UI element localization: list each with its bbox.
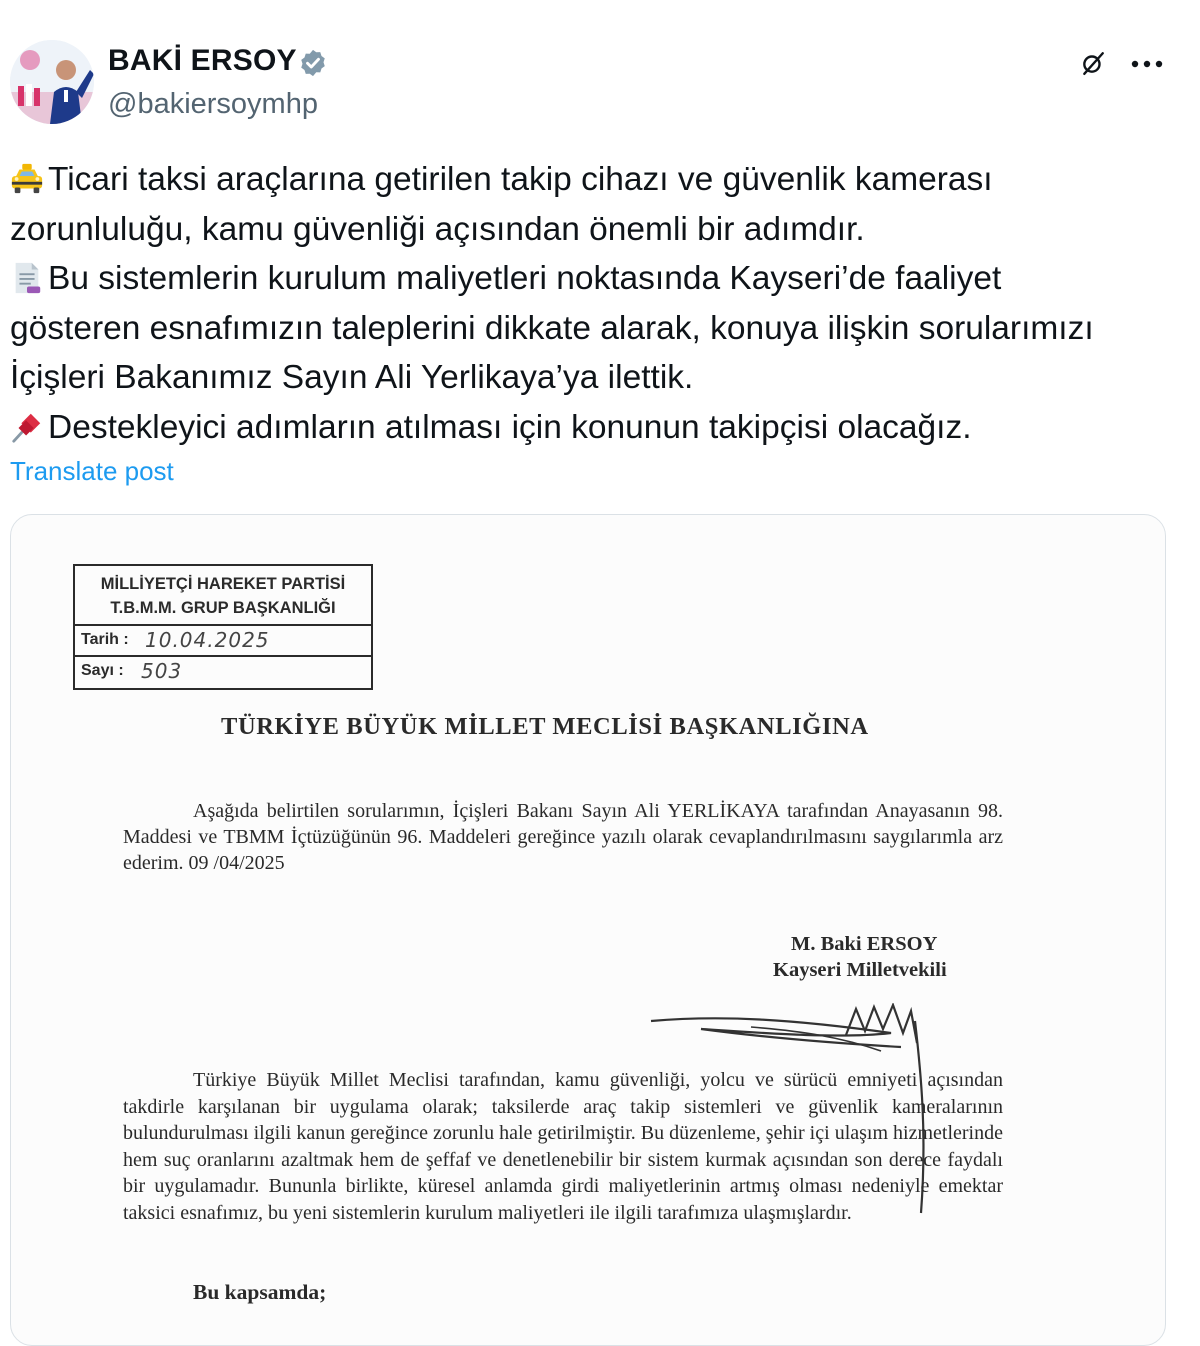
post-line-text: Destekleyici adımların atılması için konunun takipçisi olacağız. bbox=[48, 408, 972, 446]
post-line-text: İçişleri Bakanımız Sayın Ali Yerlikaya’ya ilettik. bbox=[10, 359, 694, 396]
post-media[interactable] bbox=[10, 514, 1166, 1346]
stamp-date-label: Tarih : bbox=[81, 631, 129, 648]
more-icon[interactable] bbox=[1130, 58, 1164, 70]
document-stamp bbox=[73, 564, 373, 690]
stamp-date-row bbox=[75, 626, 371, 657]
post-line bbox=[10, 254, 1190, 304]
author-name[interactable]: BAKİ ERSOY bbox=[108, 44, 297, 77]
stamp-number-label: Sayı : bbox=[81, 662, 124, 679]
translate-post-link[interactable]: Translate post bbox=[10, 456, 174, 486]
post-line-text: gösteren esnafımızın taleplerini dikkate alarak, konuya ilişkin sorularımızı bbox=[10, 309, 1094, 347]
avatar[interactable] bbox=[10, 40, 94, 124]
document-paragraph-2 bbox=[123, 1067, 1003, 1226]
post-line bbox=[10, 353, 1190, 403]
paragraph-1-text: Aşağıda belirtilen sorularımın, İçişleri Bakanı Sayın Ali YERLİKAYA tarafından Anayasanın 98. Maddesi ve TBMM İçtüzüğünün 96. Maddeleri gereğince yazılı olarak cevaplandırılmasını saygılarımla arz ederim. 09 /04/2025 bbox=[123, 800, 1003, 874]
document-emoji-icon bbox=[10, 261, 44, 295]
stamp-date-value: 10.04.2025 bbox=[145, 628, 270, 652]
document-heading: TÜRKİYE BÜYÜK MİLLET MECLİSİ BAŞKANLIĞINA bbox=[221, 713, 869, 740]
paragraph-2-text: Türkiye Büyük Millet Meclisi tarafından, kamu güvenliği, yolcu ve sürücü emniyeti açısından takdirle karşılanan bir uygulama olarak; taksilerde araç takip sistemleri ve güvenlik kameralarının bulundurulması ilgili kanun gereğince zorunlu hale getirilmiştir. Bu düzenleme, şehir içi ulaşım hizmetlerinde hem suç oranlarını azaltmak hem de şeffaf ve denetlenebilir bir sistem kurmak açısından son derece faydalı bir uygulamadır. Bununla birlikte, küresel anlamda girdi maliyetlerinin artmış olması nedeniyle emektar taksici esnafımız, bu yeni sistemlerin kurulum maliyetleri ile ilgili tarafımıza ulaşmışlardır. bbox=[123, 1069, 1003, 1224]
post-line-text: Bu sistemlerin kurulum maliyetleri noktasında Kayseri’de faaliyet bbox=[48, 260, 1002, 297]
pushpin-emoji-icon bbox=[10, 410, 44, 444]
stamp-line2: T.B.M.M. GRUP BAŞKANLIĞI bbox=[110, 599, 336, 617]
author-handle[interactable]: @bakiersoymhp bbox=[108, 88, 318, 120]
stamp-line1: MİLLİYETÇİ HAREKET PARTİSİ bbox=[100, 575, 346, 593]
verified-badge-icon bbox=[298, 48, 328, 78]
post-text bbox=[10, 155, 1190, 452]
stamp-number-value: 503 bbox=[141, 659, 183, 683]
grok-icon[interactable] bbox=[1080, 50, 1106, 76]
post-line-text: zorunluluğu, kamu güvenliği açısından önemli bir adımdır. bbox=[10, 210, 865, 248]
post-line bbox=[10, 403, 1190, 453]
post-line bbox=[10, 155, 1190, 205]
stamp-header bbox=[75, 566, 371, 626]
signatory-name: M. Baki ERSOY bbox=[791, 933, 938, 955]
post-line bbox=[10, 205, 1190, 255]
post-line bbox=[10, 304, 1190, 354]
stamp-number-row bbox=[75, 657, 371, 686]
profile-photo bbox=[10, 40, 94, 124]
taxi-emoji-icon bbox=[10, 162, 44, 196]
document-closing: Bu kapsamda; bbox=[193, 1280, 327, 1304]
post-line-text: Ticari taksi araçlarına getirilen takip cihazı ve güvenlik kamerası bbox=[48, 161, 993, 198]
signatory-title: Kayseri Milletvekili bbox=[773, 959, 947, 981]
scanned-document bbox=[11, 515, 1165, 1345]
document-paragraph-1 bbox=[123, 798, 1003, 876]
